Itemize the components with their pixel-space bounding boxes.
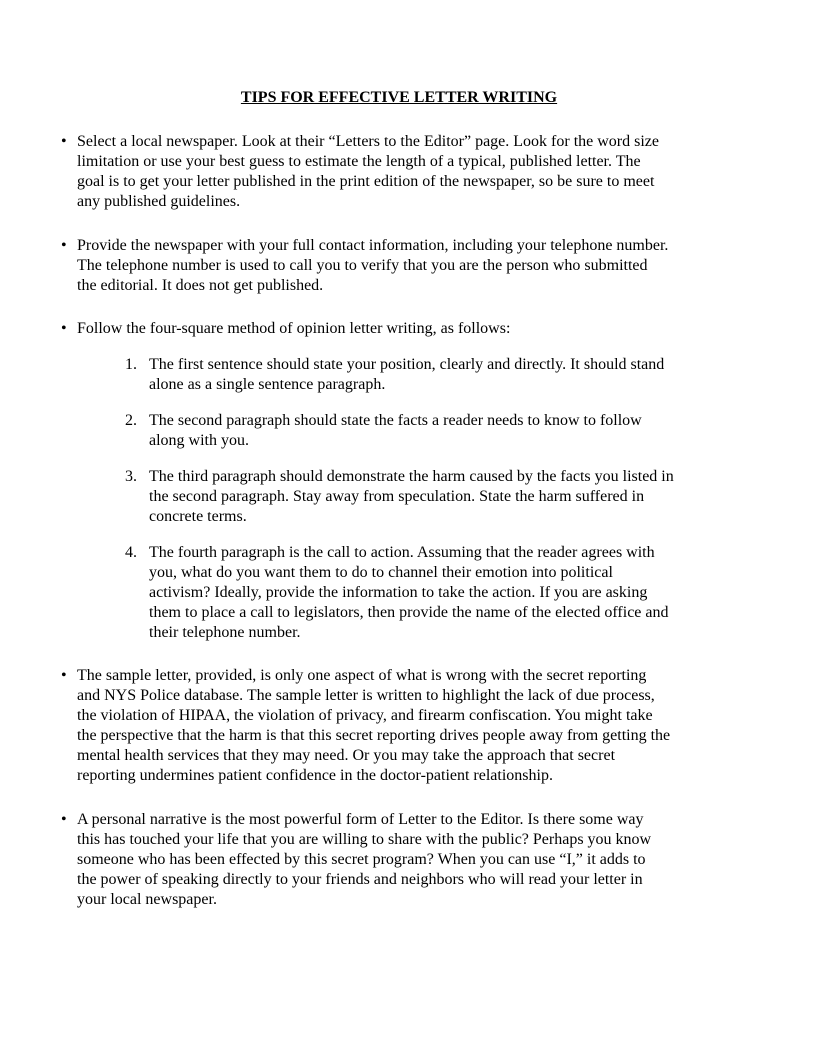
text-line: any published guidelines. [77, 193, 241, 210]
text-line: The telephone number is used to call you to verify that you are the person who submitted [77, 257, 648, 274]
numbered-item [125, 543, 669, 643]
bullet-icon: • [61, 133, 67, 150]
bullet-icon: • [61, 237, 67, 254]
bullet-paragraph [61, 236, 669, 296]
bullet-paragraph [61, 132, 660, 212]
text-line: The second paragraph should state the facts a reader needs to know to follow [149, 412, 642, 429]
bullet-paragraph [61, 810, 652, 910]
text-line: The first sentence should state your position, clearly and directly. It should stand [149, 356, 665, 373]
bullet-icon: • [61, 667, 67, 684]
text-line: the editorial. It does not get published. [77, 277, 324, 294]
text-line: A personal narrative is the most powerful form of Letter to the Editor. Is there some way [77, 811, 644, 828]
text-line: you, what do you want them to do to channel their emotion into political [149, 564, 613, 581]
text-line: The fourth paragraph is the call to action. Assuming that the reader agrees with [149, 544, 655, 561]
numbered-item [125, 355, 665, 395]
numbered-item [125, 467, 674, 527]
item-number: 3. [125, 468, 137, 485]
text-line: activism? Ideally, provide the information to take the action. If you are asking [149, 584, 648, 601]
bullet-icon: • [61, 320, 67, 337]
bullet-icon: • [61, 811, 67, 828]
item-number: 4. [125, 544, 137, 561]
text-line: limitation or use your best guess to estimate the length of a typical, published letter. The [77, 153, 641, 170]
text-line: your local newspaper. [77, 891, 217, 908]
text-line: goal is to get your letter published in the print edition of the newspaper, so be sure to meet [77, 173, 655, 190]
text-line: and NYS Police database. The sample letter is written to highlight the lack of due process, [77, 687, 655, 704]
text-line: the violation of HIPAA, the violation of privacy, and firearm confiscation. You might take [77, 707, 653, 724]
text-line: mental health services that they may need. Or you may take the approach that secret [77, 747, 616, 764]
bullet-paragraph [61, 319, 511, 339]
text-line: reporting undermines patient confidence in the doctor-patient relationship. [77, 767, 553, 784]
text-line: Follow the four-square method of opinion letter writing, as follows: [77, 320, 511, 337]
numbered-item [125, 411, 642, 451]
text-line: The third paragraph should demonstrate the harm caused by the facts you listed in [149, 468, 674, 485]
text-line: Select a local newspaper. Look at their “Letters to the Editor” page. Look for the word size [77, 133, 660, 150]
text-line: their telephone number. [149, 624, 301, 641]
text-line: concrete terms. [149, 508, 247, 525]
text-line: alone as a single sentence paragraph. [149, 376, 386, 393]
text-line: them to place a call to legislators, then provide the name of the elected office and [149, 604, 669, 621]
text-line: The sample letter, provided, is only one aspect of what is wrong with the secret reporting [77, 667, 647, 684]
bullet-paragraph [61, 666, 671, 786]
item-number: 2. [125, 412, 137, 429]
text-line: the second paragraph. Stay away from speculation. State the harm suffered in [149, 488, 645, 505]
text-line: Provide the newspaper with your full contact information, including your telephone number. [77, 237, 669, 254]
item-number: 1. [125, 356, 137, 373]
text-line: someone who has been effected by this secret program? When you can use “I,” it adds to [77, 851, 646, 868]
text-line: along with you. [149, 432, 249, 449]
text-line: this has touched your life that you are willing to share with the public? Perhaps you know [77, 831, 652, 848]
text-line: the perspective that the harm is that this secret reporting drives people away from getting the [77, 727, 671, 744]
page-title: TIPS FOR EFFECTIVE LETTER WRITING [240, 89, 558, 106]
text-line: the power of speaking directly to your friends and neighbors who will read your letter in [77, 871, 643, 888]
